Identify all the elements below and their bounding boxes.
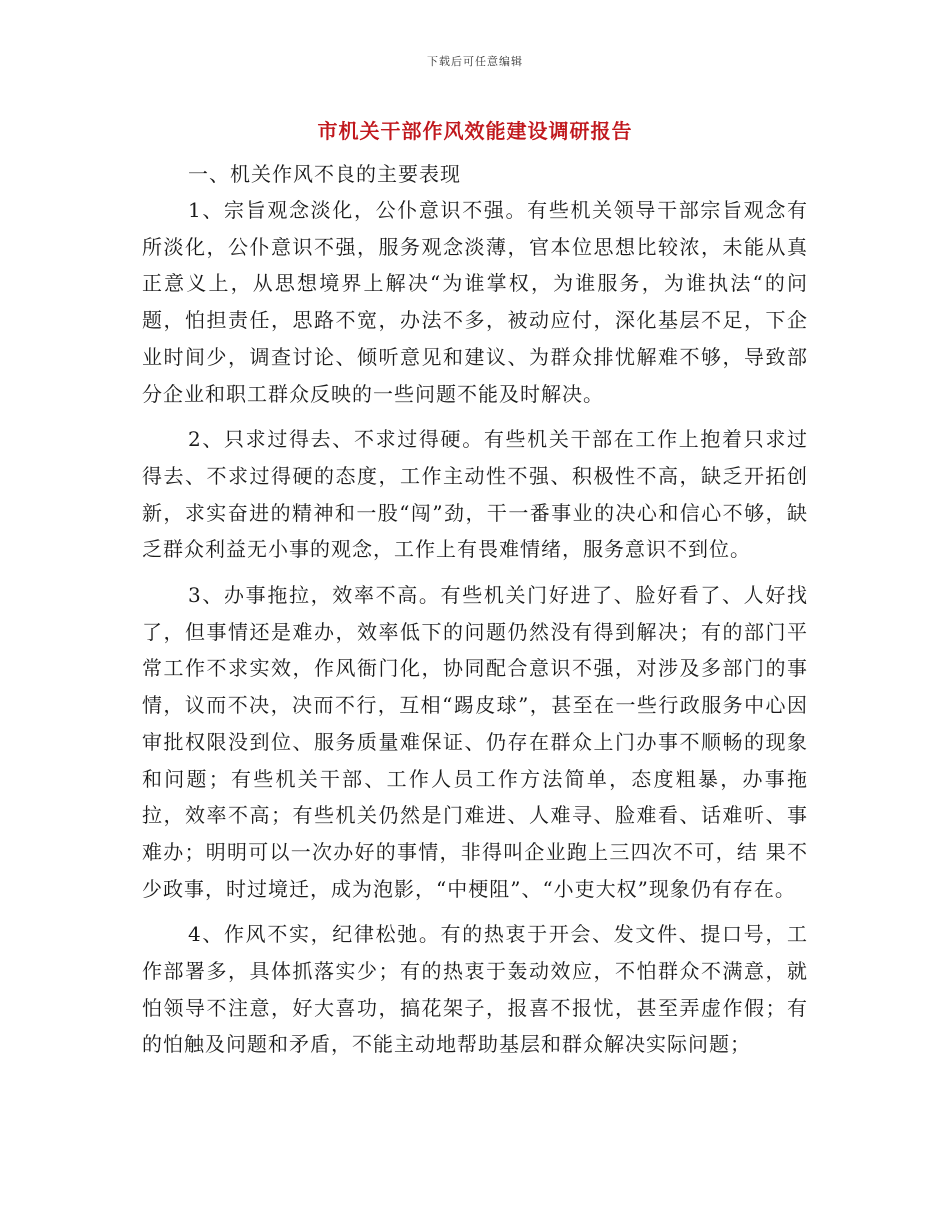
paragraph-3: 3、办事拖拉，效率不高。有些机关门好进了、脸好看了、人好找了，但事情还是难办，效率低下的问题仍然没有得到解决；有的部门平常工作不求实效，作风衙门化，协同配合意识不强，对涉及多部门的事情，议而不决，决而不行，互相“踢皮球”，甚至在一些行政服务中心因审批权限没到位、服务质量难保证、仍存在群众上门办事不顺畅的现象和问题；有些机关干部、工作人员工作方法简单，态度粗暴，办事拖拉，效率不高；有些机关仍然是门难进、人难寻、脸难看、话难听、事难办；明明可以一次办好的事情，非得叫企业跑上三四次不可，结 果不少政事，时过境迁，成为泡影，“中梗阻”、“小吏大权”现象仍有存在。 (142, 583, 808, 901)
header-note: 下载后可任意编辑 (427, 55, 523, 68)
paragraph-1: 1、宗旨观念淡化，公仆意识不强。有些机关领导干部宗旨观念有所淡化，公仆意识不强，服务观念淡薄，官本位思想比较浓，未能从真正意义上，从思想境界上解决“为谁掌权，为谁服务，为谁执法“的问题，怕担责任，思路不宽，办法不多，被动应付，深化基层不足，下企业时间少，调查讨论、倾听意见和建议、为群众排忧解难不够，导致部分企业和职工群众反映的一些问题不能及时解决。 (142, 198, 808, 406)
paragraph-2: 2、只求过得去、不求过得硬。有些机关干部在工作上抱着只求过得去、不求过得硬的态度，工作主动性不强、积极性不高，缺乏开拓创新，求实奋进的精神和一股“闯”劲，干一番事业的决心和信心不够，缺乏群众利益无小事的观念，工作上有畏难情绪，服务意识不到位。 (142, 427, 808, 562)
document-body (142, 156, 808, 1072)
section-heading: 一、机关作风不良的主要表现 (188, 162, 461, 186)
document-title: 市机关干部作风效能建设调研报告 (317, 119, 633, 143)
paragraph-4: 4、作风不实，纪律松弛。有的热衷于开会、发文件、提口号，工作部署多，具体抓落实少；有的热衷于轰动效应，不怕群众不满意，就怕领导不注意，好大喜功，搞花架子，报喜不报忧，甚至弄虚作假；有的怕触及问题和矛盾，不能主动地帮助基层和群众解决实际问题； (142, 922, 808, 1057)
